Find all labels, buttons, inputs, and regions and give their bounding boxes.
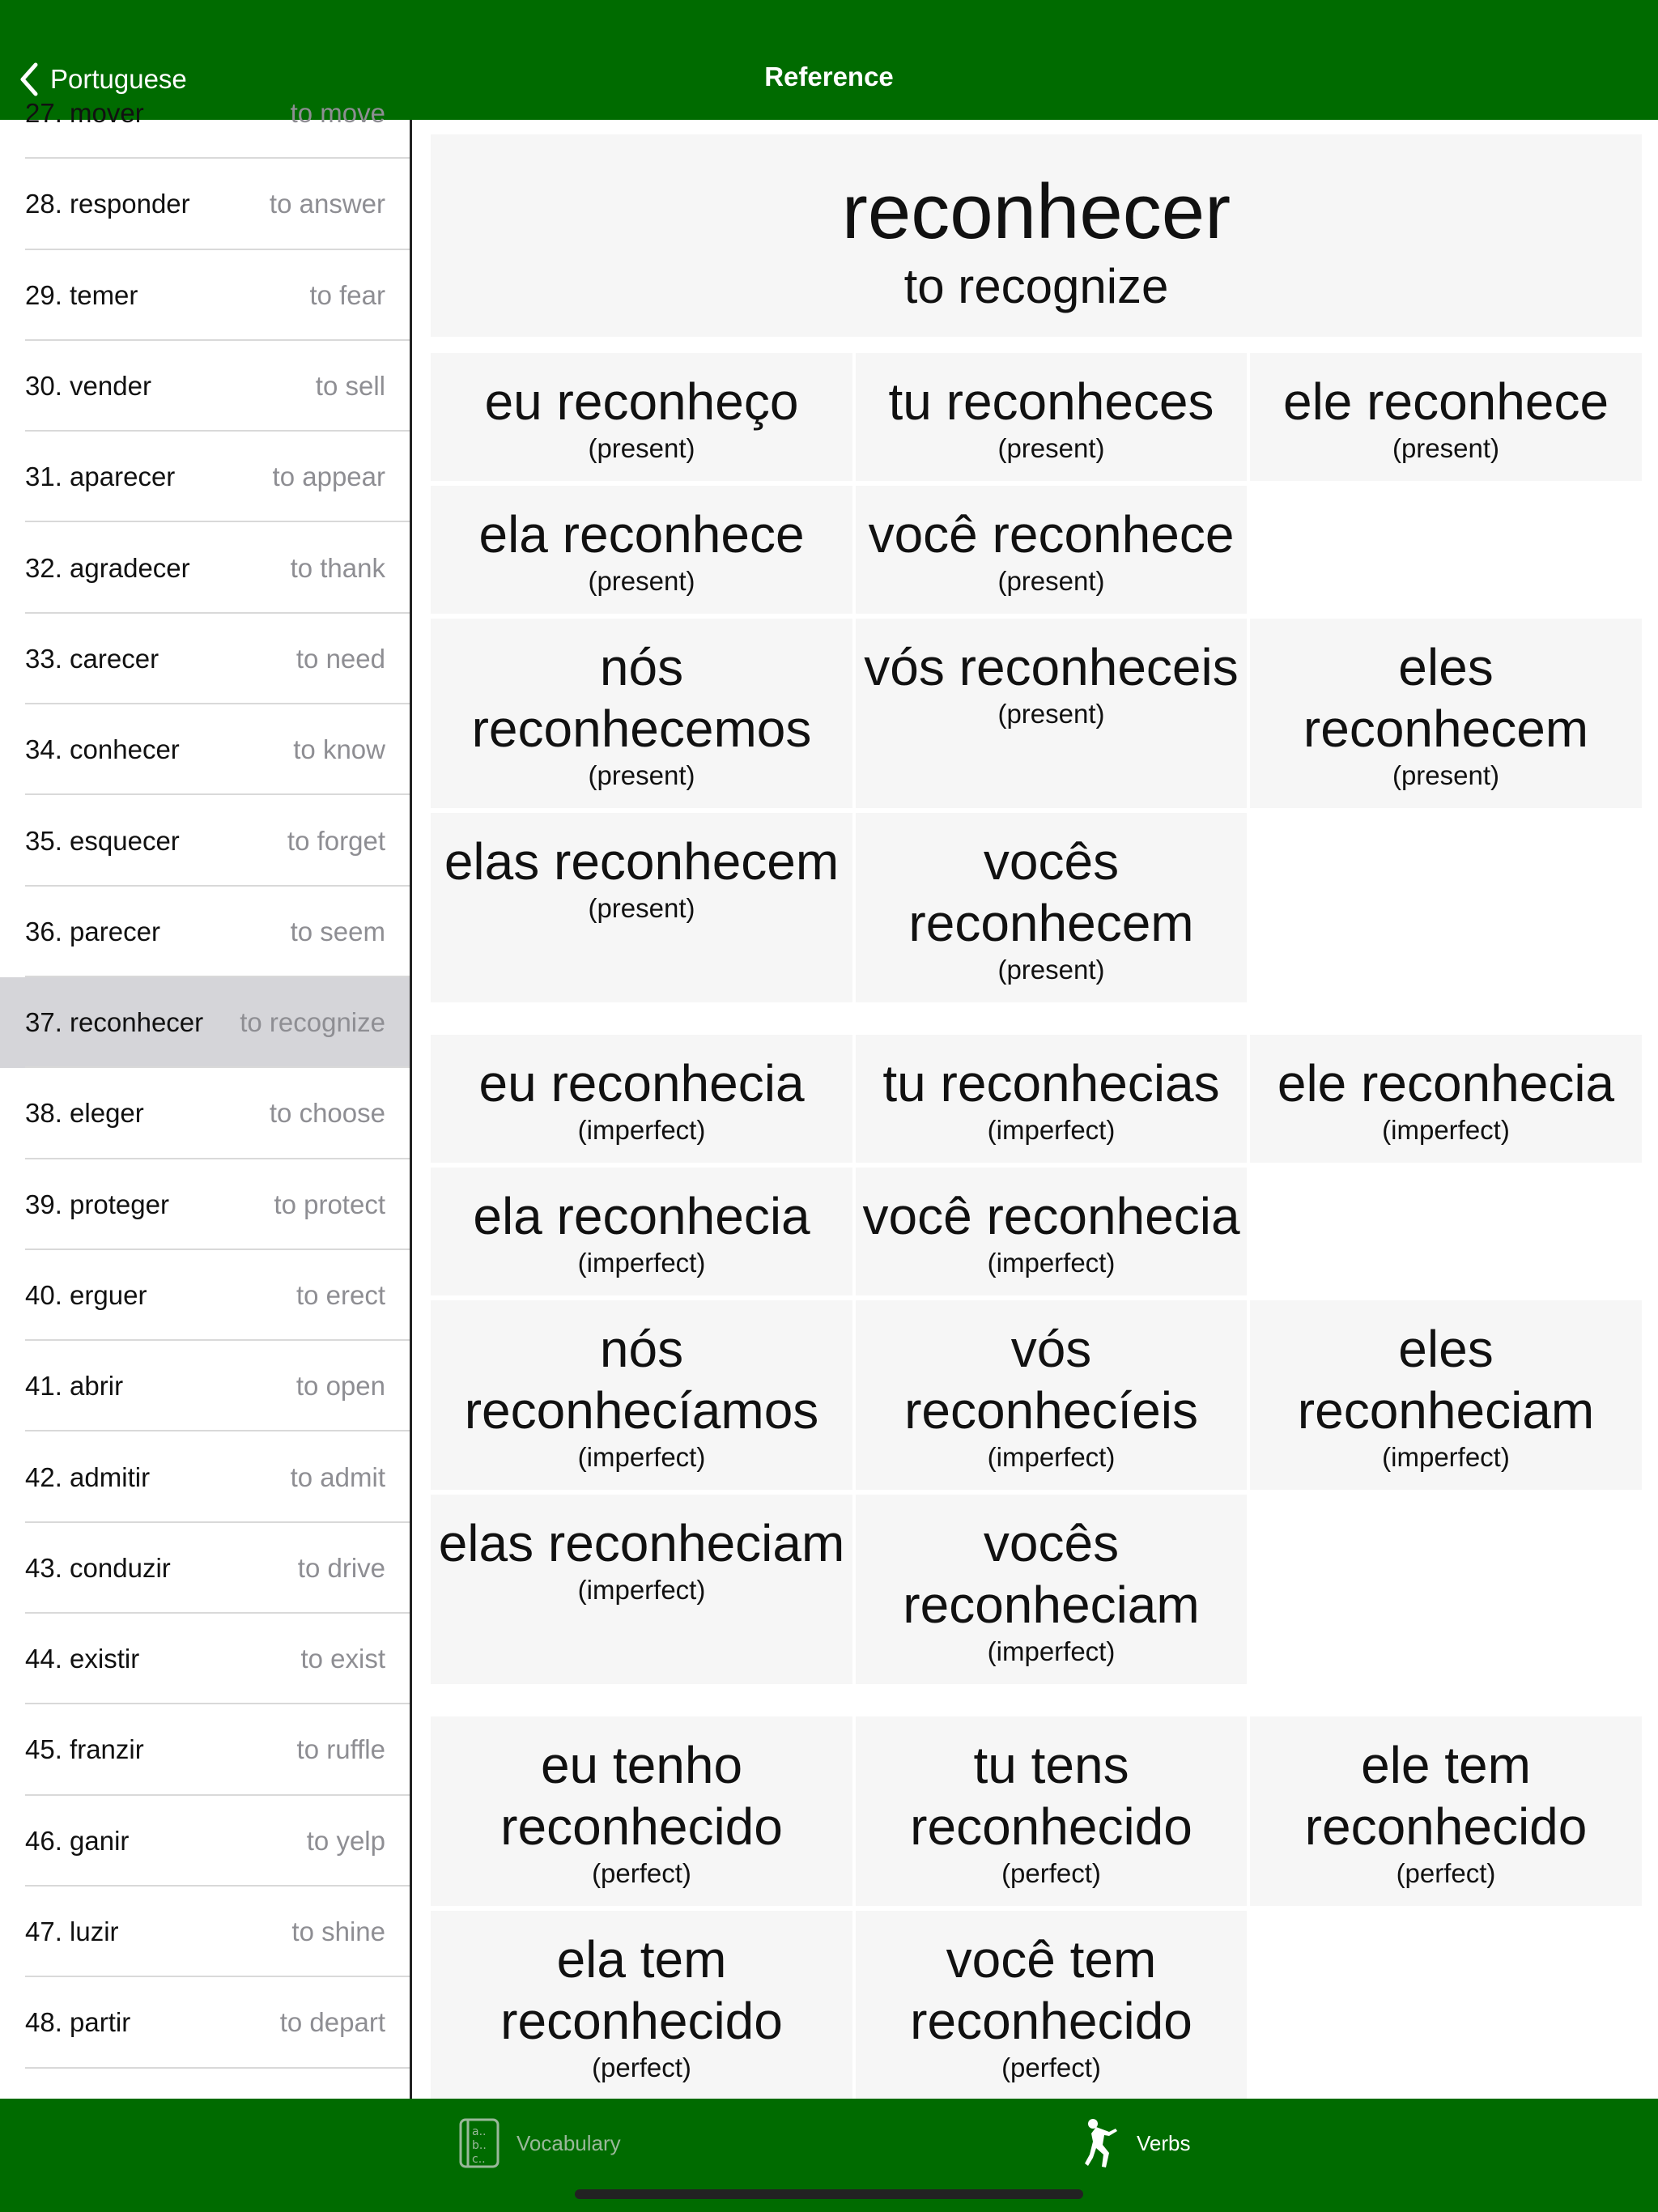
verb-translation: to open	[295, 1371, 385, 1402]
verb-list-item[interactable]	[0, 159, 410, 249]
verb-list-item[interactable]	[0, 1887, 410, 1977]
verb-name: 43. conduzir	[25, 1552, 171, 1583]
tab-verbs[interactable]	[1085, 2115, 1191, 2172]
conjugation-cell	[1250, 353, 1642, 481]
tense-label: (present)	[588, 433, 695, 463]
conjugated-form-pronoun: nós	[599, 1320, 684, 1378]
verb-list-sidebar[interactable]	[0, 98, 412, 2099]
verb-translation: to seem	[290, 916, 385, 946]
verb-translation: to answer	[269, 189, 385, 219]
verb-name: 32. agradecer	[25, 552, 190, 583]
conjugated-form: tu reconheces	[888, 372, 1214, 431]
verb-translation: to need	[295, 643, 385, 674]
verb-translation: to protect	[274, 1189, 385, 1219]
tense-label: (present)	[588, 893, 695, 923]
verb-name: 41. abrir	[25, 1371, 124, 1402]
conjugated-form: elas reconhecem	[444, 832, 840, 891]
svg-text:b..: b..	[472, 2139, 487, 2152]
conjugation-cell	[856, 1495, 1247, 1684]
tense-label: (imperfect)	[987, 1248, 1116, 1278]
conjugation-cell	[1250, 1035, 1642, 1163]
verb-list-item[interactable]	[0, 887, 410, 977]
tense-label: (perfect)	[1001, 1858, 1101, 1888]
verb-translation: to choose	[269, 1098, 385, 1129]
conjugation-cell	[1250, 1716, 1642, 1906]
conjugated-form: você reconhecia	[862, 1187, 1240, 1245]
conjugation-panel[interactable]	[414, 120, 1658, 2099]
verb-name: 36. parecer	[25, 916, 160, 946]
verb-name: 29. temer	[25, 279, 138, 310]
tense-label: (imperfect)	[577, 1115, 706, 1145]
conjugation-cell	[856, 353, 1247, 481]
conjugation-cell	[856, 1911, 1247, 2100]
verb-name: 47. luzir	[25, 1916, 119, 1947]
conjugated-form-pronoun: eles	[1398, 638, 1494, 696]
tense-label: (perfect)	[1001, 2052, 1101, 2082]
verb-list-item[interactable]	[0, 68, 410, 159]
conjugation-cell	[431, 1911, 852, 2100]
verb-list-item[interactable]	[0, 1341, 410, 1431]
conjugated-form: vós reconheceis	[864, 638, 1239, 696]
conjugation-cell	[856, 619, 1247, 808]
conjugated-form-verb: reconhecem	[1303, 700, 1589, 758]
abc-book-icon	[458, 2117, 500, 2169]
back-button-label: Portuguese	[50, 64, 187, 94]
tense-label: (present)	[997, 955, 1105, 985]
svg-text:c..: c..	[472, 2153, 486, 2166]
conjugated-form-verb: reconhecemos	[471, 700, 812, 758]
conjugated-form-verb: reconhecido	[910, 1797, 1192, 1856]
tense-label: (present)	[997, 699, 1105, 729]
tense-label: (imperfect)	[987, 1115, 1116, 1145]
conjugated-form: eu reconhecia	[478, 1054, 805, 1112]
conjugated-form-pronoun: vocês	[983, 832, 1120, 891]
conjugated-form-verb: reconhecíamos	[464, 1381, 819, 1440]
verb-list-item[interactable]	[0, 250, 410, 341]
tense-label: (present)	[588, 566, 695, 596]
discus-thrower-icon	[1085, 2117, 1120, 2169]
conjugated-form: ela reconhece	[478, 505, 805, 564]
conjugated-form: você reconhece	[868, 505, 1235, 564]
tense-label: (imperfect)	[1382, 1442, 1510, 1472]
conjugated-form-verb: reconhecíeis	[904, 1381, 1198, 1440]
conjugated-form: ele reconhecia	[1277, 1054, 1615, 1112]
verb-list-item[interactable]	[0, 1523, 410, 1614]
verb-name: 34. conhecer	[25, 734, 180, 765]
conjugation-cell	[431, 1716, 852, 1906]
verb-translation: to ruffle	[296, 1734, 385, 1765]
conjugation-cell	[856, 1300, 1247, 1490]
verb-name: 30. vender	[25, 371, 151, 402]
verb-infinitive: reconhecer	[841, 168, 1231, 255]
verb-list-item[interactable]	[0, 1250, 410, 1341]
tense-label: (present)	[997, 433, 1105, 463]
verb-translation: to erect	[295, 1280, 385, 1310]
tense-label: (perfect)	[592, 2052, 691, 2082]
verb-translation: to sell	[315, 371, 385, 402]
verb-list-item[interactable]	[0, 1068, 410, 1159]
conjugated-form-verb: reconhecido	[500, 1992, 783, 2050]
svg-text:a..: a..	[472, 2125, 487, 2138]
tense-label: (imperfect)	[577, 1442, 706, 1472]
conjugated-form-verb: reconhecido	[1304, 1797, 1588, 1856]
verb-name: 28. responder	[25, 189, 190, 219]
verb-list-item[interactable]	[0, 432, 410, 522]
verb-name: 37. reconhecer	[25, 1007, 204, 1038]
conjugated-form-pronoun: ele tem	[1361, 1736, 1531, 1794]
verb-list-item[interactable]	[0, 1796, 410, 1887]
conjugated-form-pronoun: eles	[1398, 1320, 1494, 1378]
conjugated-form-verb: reconhecem	[908, 894, 1194, 952]
page-title: Reference	[764, 62, 894, 91]
conjugated-form: elas reconheciam	[438, 1514, 845, 1572]
verb-list-item[interactable]	[0, 1614, 410, 1704]
verb-name: 45. franzir	[25, 1734, 144, 1765]
conjugated-form-verb: reconheciam	[1297, 1381, 1595, 1440]
conjugation-cell	[431, 1495, 852, 1684]
conjugated-form-verb: reconheciam	[903, 1576, 1200, 1634]
tense-label: (present)	[997, 566, 1105, 596]
verb-list-item[interactable]	[0, 1159, 410, 1250]
verb-list-item[interactable]	[0, 341, 410, 432]
conjugated-form: ela reconhecia	[473, 1187, 810, 1245]
verb-list-item[interactable]	[0, 1977, 410, 2068]
conjugation-cell	[1250, 619, 1642, 808]
verb-name: 35. esquecer	[25, 825, 180, 856]
tense-label: (imperfect)	[1382, 1115, 1510, 1145]
conjugated-form-verb: reconhecido	[910, 1992, 1192, 2050]
verb-name: 33. carecer	[25, 643, 159, 674]
conjugation-cell	[856, 486, 1247, 614]
verb-translation: to thank	[290, 552, 385, 583]
verb-translation: to shine	[291, 1916, 385, 1947]
verb-translation: to exist	[300, 1644, 385, 1674]
conjugated-form-pronoun: ela tem	[556, 1930, 727, 1989]
verb-list-item[interactable]	[0, 1431, 410, 1522]
verb-translation: to recognize	[903, 259, 1169, 313]
verb-translation: to move	[290, 98, 385, 129]
verb-translation: to depart	[279, 2007, 385, 2038]
conjugated-form-pronoun: vocês	[983, 1514, 1120, 1572]
verb-name: 38. eleger	[25, 1098, 144, 1129]
conjugation-cell	[856, 813, 1247, 1002]
verb-name: 46. ganir	[25, 1825, 130, 1856]
verb-title-card	[431, 134, 1642, 337]
conjugated-form: ele reconhece	[1282, 372, 1609, 431]
tense-label: (imperfect)	[577, 1575, 706, 1605]
verb-list-item[interactable]	[0, 1704, 410, 1795]
verb-translation: to appear	[272, 462, 385, 492]
tense-label: (imperfect)	[577, 1248, 706, 1278]
conjugation-cell	[431, 353, 852, 481]
tense-label: (imperfect)	[987, 1442, 1116, 1472]
conjugated-form-verb: reconhecido	[500, 1797, 783, 1856]
verb-translation: to fear	[309, 279, 385, 310]
verb-name: 31. aparecer	[25, 462, 176, 492]
verb-translation: to yelp	[306, 1825, 385, 1856]
conjugation-cell	[431, 813, 852, 1002]
conjugated-form-pronoun: nós	[599, 638, 684, 696]
conjugated-form-pronoun: você tem	[946, 1930, 1157, 1989]
conjugation-cell	[856, 1035, 1247, 1163]
tense-label: (present)	[1392, 760, 1500, 790]
tense-label: (present)	[1392, 433, 1500, 463]
conjugation-cell	[431, 486, 852, 614]
verb-list-item[interactable]	[0, 614, 410, 704]
conjugated-form-pronoun: vós	[1010, 1320, 1092, 1378]
conjugation-cell	[431, 619, 852, 808]
conjugation-cell	[856, 1168, 1247, 1295]
verb-name: 42. admitir	[25, 1461, 151, 1492]
conjugation-cell	[1250, 1300, 1642, 1490]
verb-name: 27. mover	[25, 98, 144, 129]
conjugation-cell	[431, 1300, 852, 1490]
tab-vocabulary-label: Vocabulary	[517, 2130, 621, 2155]
verb-name: 39. proteger	[25, 1189, 169, 1219]
tense-label: (present)	[588, 760, 695, 790]
conjugation-cell	[856, 1716, 1247, 1906]
conjugated-form: eu reconheço	[484, 372, 799, 431]
verb-translation: to drive	[297, 1552, 385, 1583]
verb-list-item[interactable]	[0, 704, 410, 795]
tab-verbs-label: Verbs	[1137, 2130, 1191, 2155]
verb-translation: to admit	[290, 1461, 385, 1492]
verb-translation: to forget	[287, 825, 385, 856]
conjugated-form-pronoun: eu tenho	[540, 1736, 743, 1794]
tense-label: (perfect)	[1396, 1858, 1496, 1888]
home-indicator	[575, 2189, 1083, 2199]
verb-list-item[interactable]	[0, 795, 410, 886]
verb-list-item-selected[interactable]	[0, 977, 410, 1068]
tense-label: (perfect)	[592, 1858, 691, 1888]
conjugated-form: tu reconhecias	[882, 1054, 1220, 1112]
verb-translation: to know	[293, 734, 385, 765]
conjugated-form-pronoun: tu tens	[973, 1736, 1129, 1794]
tense-label: (imperfect)	[987, 1636, 1116, 1666]
verb-list-item[interactable]	[0, 522, 410, 613]
conjugation-cell	[431, 1168, 852, 1295]
tab-vocabulary[interactable]	[458, 2115, 621, 2172]
verb-list	[0, 68, 410, 2069]
verb-name: 44. existir	[25, 1644, 140, 1674]
verb-name: 40. erguer	[25, 1280, 147, 1310]
verb-translation: to recognize	[240, 1007, 385, 1038]
conjugation-cell	[431, 1035, 852, 1163]
verb-name: 48. partir	[25, 2007, 131, 2038]
